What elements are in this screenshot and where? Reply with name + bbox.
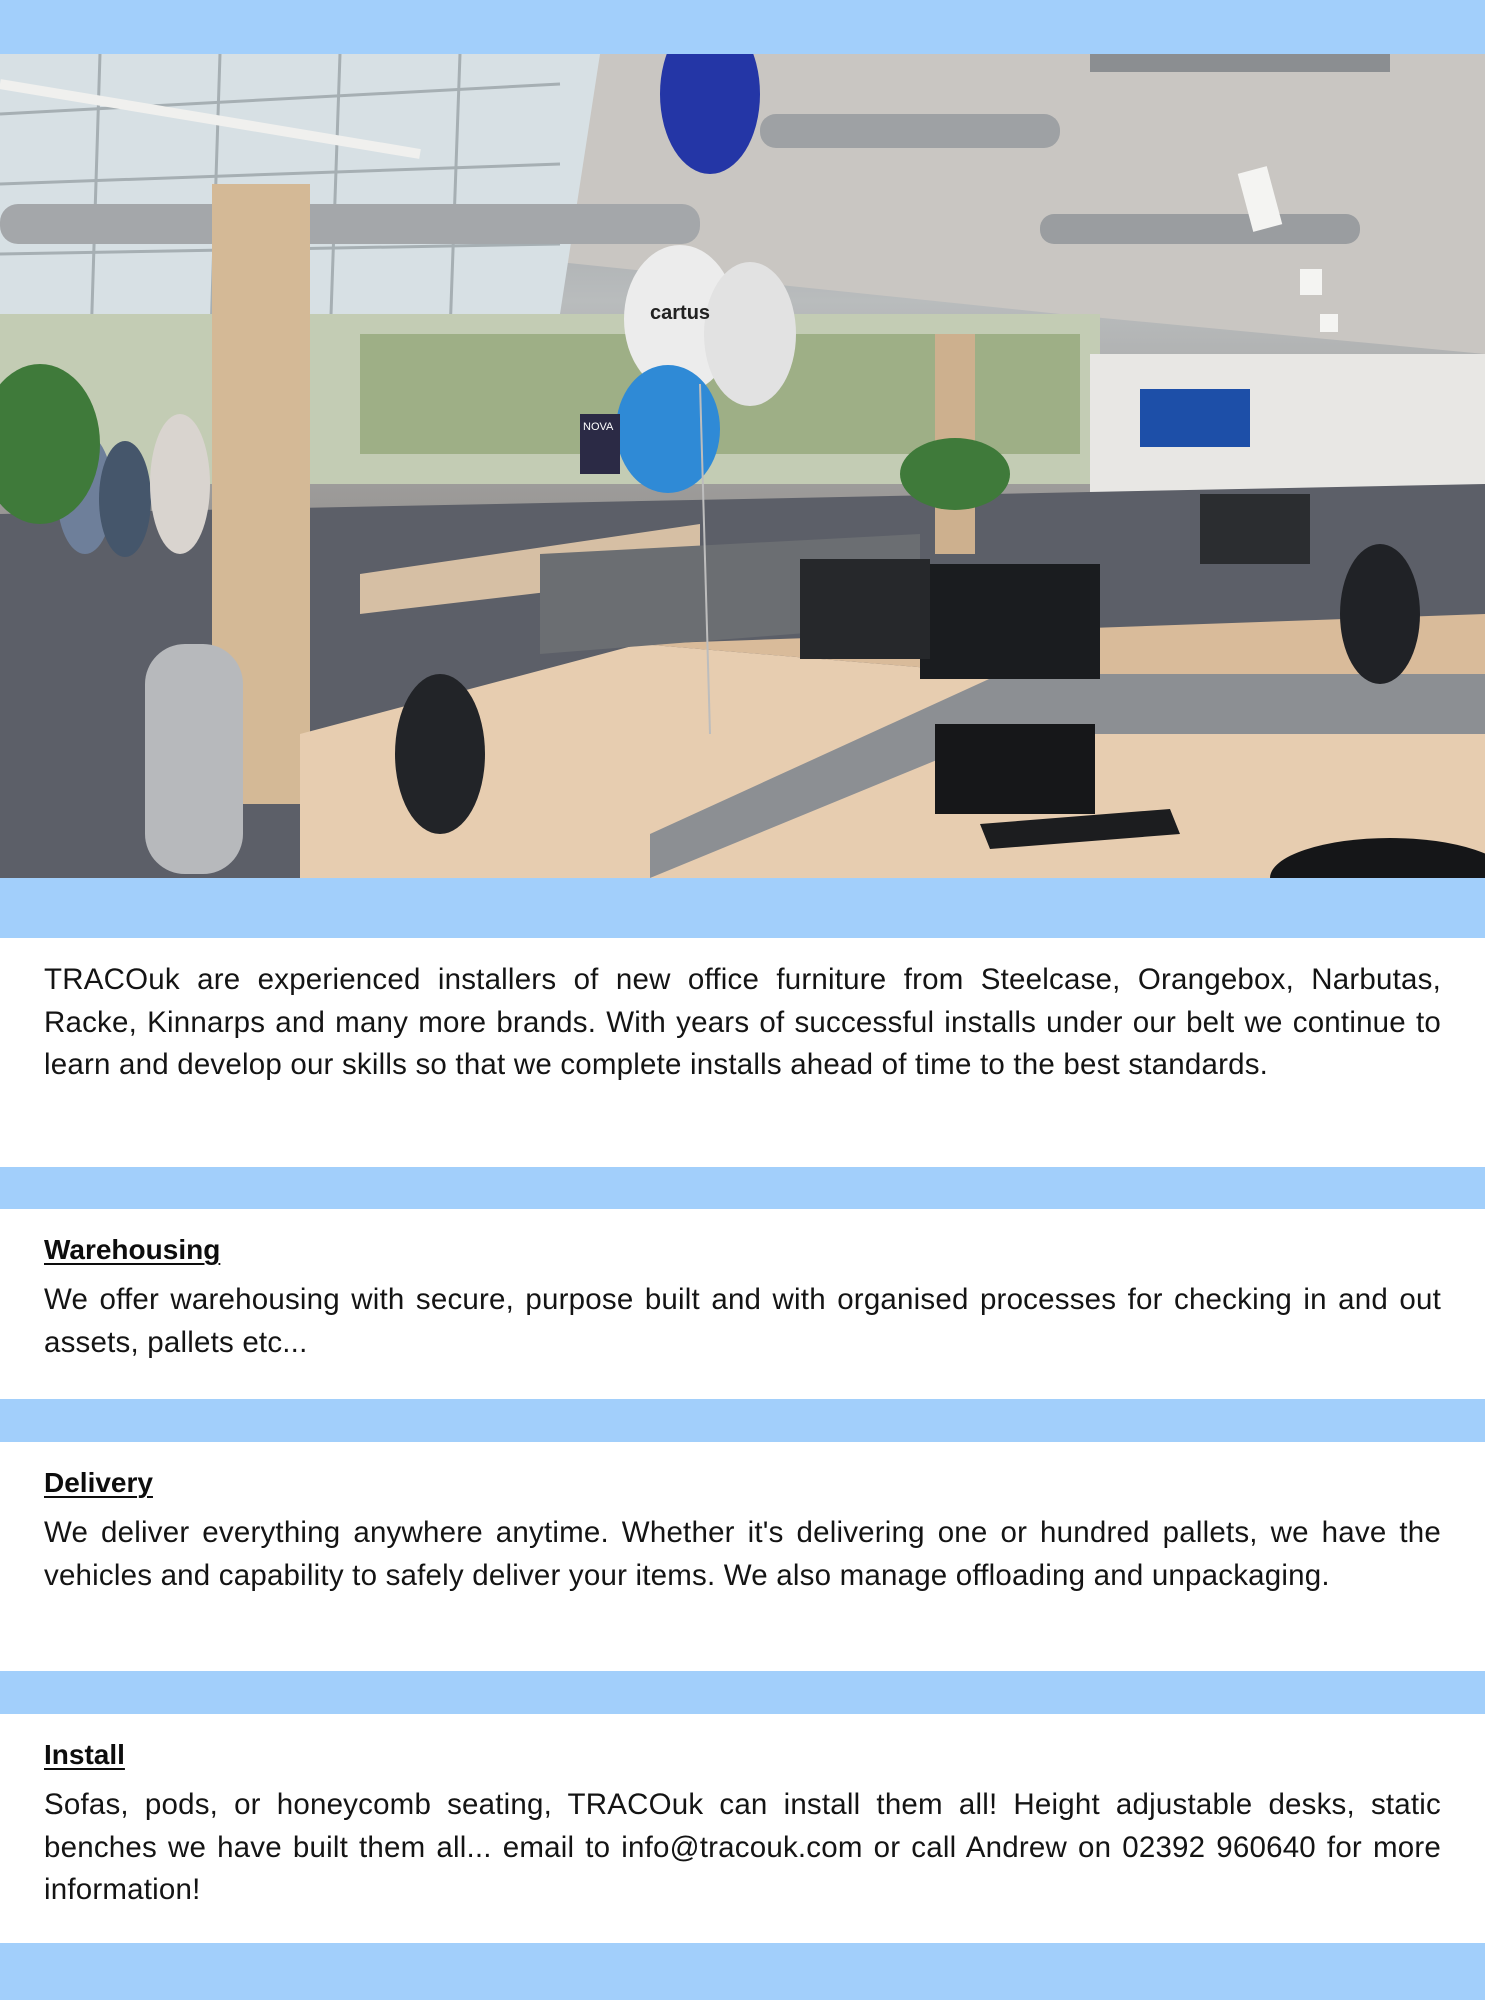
- warehousing-section: [0, 1209, 1485, 1399]
- sign-text: NOVA: [583, 421, 614, 433]
- install-section: [0, 1714, 1485, 1943]
- office-photo: [0, 54, 1485, 878]
- install-heading: Install: [44, 1739, 125, 1770]
- delivery-text: We deliver everything anywhere anytime. Whether it's delivering one or hundred pallets, we have the vehicles and capability to safely deliver your items. We also manage offloading and unpackaging.: [44, 1516, 1441, 1592]
- intro-text: TRACOuk are experienced installers of new office furniture from Steelcase, Orangebox, Narbutas, Racke, Kinnarps and many more brands. With years of successful installs under our belt we continue to learn and develop our skills so that we complete installs ahead of time to the best standards.: [44, 963, 1441, 1081]
- warehousing-heading: Warehousing: [44, 1234, 221, 1265]
- wall-screen: [1140, 389, 1250, 447]
- balloon-logo-text: cartus: [650, 302, 711, 324]
- office-illustration: [0, 54, 1485, 878]
- install-text: Sofas, pods, or honeycomb seating, TRACOuk can install them all! Height adjustable desks, static benches we have built them all... email to info@tracouk.com or call Andrew on 02392 960640 for more information!: [44, 1788, 1441, 1906]
- intro-panel: [0, 938, 1485, 1167]
- warehousing-text: We offer warehousing with secure, purpose built and with organised processes for checking in and out assets, pallets etc...: [44, 1283, 1441, 1359]
- delivery-heading: Delivery: [44, 1467, 153, 1498]
- delivery-section: [0, 1442, 1485, 1671]
